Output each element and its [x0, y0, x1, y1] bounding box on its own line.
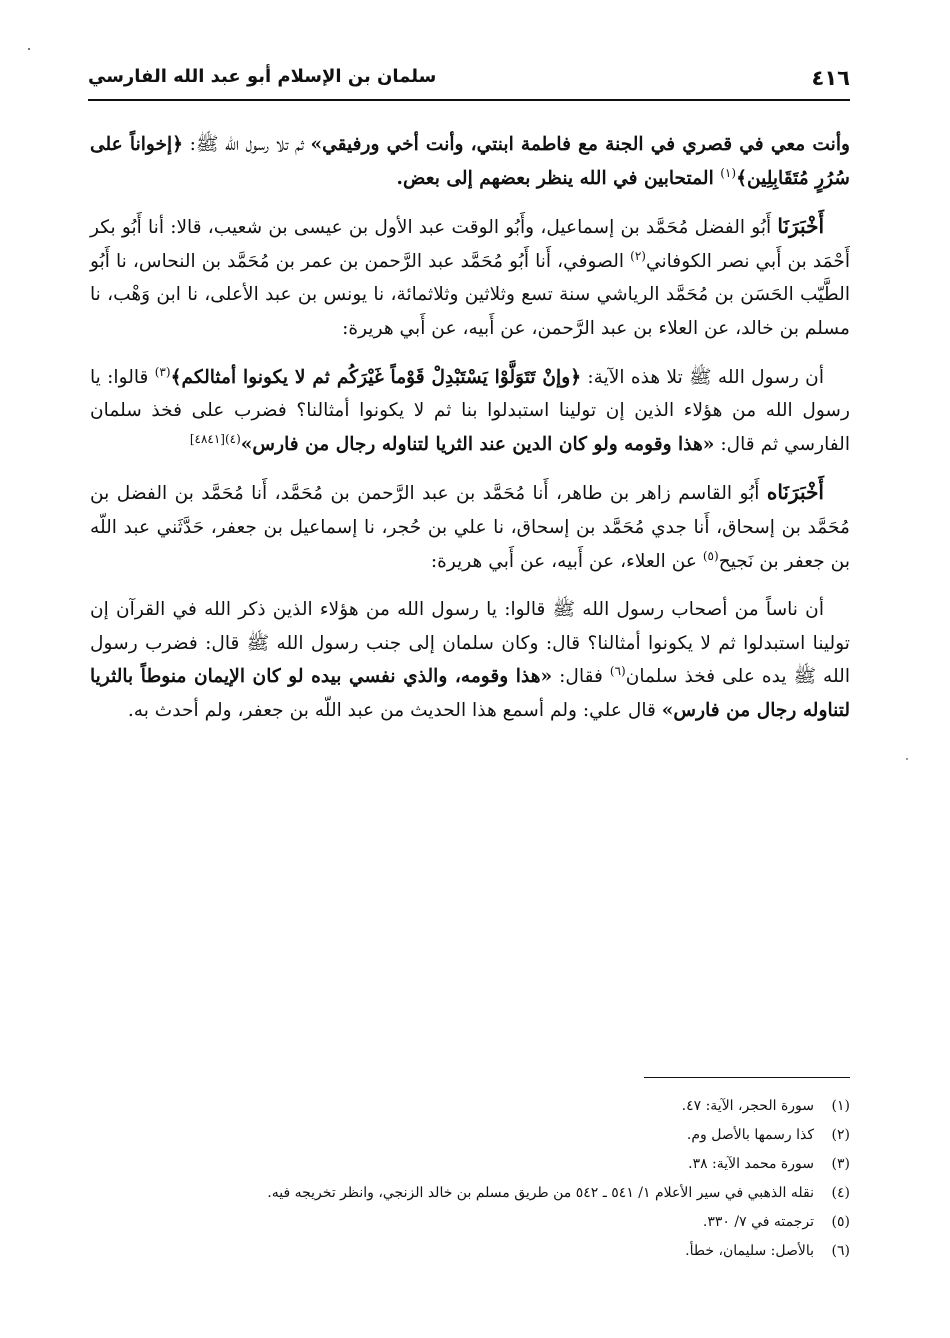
- footnote-item: [90, 1237, 850, 1266]
- paragraph: [90, 361, 850, 462]
- footnote-item: [90, 1092, 850, 1121]
- bold-text-run: ﴿إخواناً على سُرُرٍ مُتَقَابِلِين﴾: [90, 134, 850, 189]
- footnote-text: ترجمته في ٧/ ٣٣٠.: [702, 1214, 814, 1230]
- footnote-ref: (١): [720, 165, 737, 180]
- footnote-number: (٣): [831, 1156, 850, 1172]
- paragraph: [90, 593, 850, 727]
- text-run: ثم تلا رسول الله ﷺ:: [183, 134, 311, 155]
- footnote-item: [90, 1150, 850, 1179]
- footnote-number: (٢): [831, 1127, 850, 1143]
- footnote-ref: [٤٨٤١]: [189, 431, 225, 446]
- footnote-ref: (٢): [630, 248, 646, 263]
- footnote-item: [90, 1208, 850, 1237]
- bold-text-run: «هذا وقومه ولو كان الدين عند الثريا لتناوله رجال من فارس»: [240, 433, 715, 455]
- footnotes: [90, 1092, 850, 1266]
- paragraph: [90, 210, 850, 345]
- footnote-ref: (٤): [224, 431, 241, 446]
- isnad-lead-word: أَخْبَرَنَاه: [766, 480, 824, 505]
- paragraph: [90, 476, 850, 578]
- bold-text-run: المتحابين في الله ينظر بعضهم إلى بعض.: [396, 167, 721, 189]
- scan-speck: [906, 758, 908, 760]
- header-rule: [88, 99, 850, 101]
- page-header: [88, 64, 850, 98]
- footnote-separator: [644, 1077, 850, 1078]
- footnote-text: نقله الذهبي في سير الأعلام ١/ ٥٤١ ـ ٥٤٢ من طريق مسلم بن خالد الزنجي، وانظر تخريجه فيه.: [267, 1185, 814, 1201]
- footnote-number: (١): [831, 1098, 850, 1114]
- footnote-text: سورة الحجر، الآية: ٤٧.: [681, 1098, 814, 1114]
- footnote-ref: (٥): [702, 548, 719, 563]
- main-text: [90, 128, 850, 743]
- text-run: أَبُو الفضل مُحَمَّد بن إسماعيل، وأَبُو الوقت عبد الأول بن عيسى بن شعيب، قالا: أنا أَبُو بكر أَحْمَد بن أَبي نصر الكوفاني: [90, 217, 850, 272]
- footnote-text: سورة محمد الآية: ٣٨.: [688, 1156, 814, 1172]
- text-run: أَبُو القاسم زاهر بن طاهر، أَنا مُحَمَّد بن عبد الرَّحمن بن مُحَمَّد، أَنا مُحَمَّد بن الفضل بن مُحَمَّد بن إسحاق، أَنا جدي مُحَمَّد بن إسحاق، نا علي بن حُجر، نا إسماعيل بن جعفر، حَدَّثَني عبد اللّه بن جعفر بن نَجيح: [90, 483, 850, 572]
- bold-text-run: وأنت معي في قصري في الجنة مع فاطمة ابنتي، وأنت أخي ورفيقي»: [310, 134, 850, 155]
- footnote-item: [90, 1121, 850, 1150]
- bold-text-run: «هذا وقومه، والذي نفسي بيده لو كان الإيمان منوطاً بالثريا لتناوله رجال من فارس»: [90, 666, 850, 721]
- footnote-number: (٥): [831, 1214, 850, 1230]
- text-run: فقال:: [552, 666, 610, 688]
- text-run: أن رسول الله ﷺ تلا هذه الآية:: [581, 366, 824, 388]
- text-run: قال علي: ولم أسمع هذا الحديث من عبد اللّه بن جعفر، ولم أحدث به.: [127, 699, 662, 721]
- running-title: سلمان بن الإسلام أبو عبد الله الفارسي: [88, 66, 437, 87]
- footnote-number: (٤): [831, 1185, 850, 1201]
- text-run: أن ناساً من أصحاب رسول الله ﷺ قالوا: يا رسول الله من هؤلاء الذين ذكر الله في القرآن إن تولينا استبدلوا ثم لا يكونوا أمثالنا؟ قال: وكان سلمان إلى جنب رسول الله ﷺ قال: فضرب رسول الله ﷺ يده على فخذ سلمان: [90, 599, 851, 688]
- footnote-number: (٦): [831, 1243, 850, 1259]
- footnote-ref: (٣): [154, 364, 171, 379]
- text-run: قالوا: يا رسول الله من هؤلاء الذين إن تولينا استبدلوا بنا ثم لا يكونوا أمثالنا؟ فضرب على فخذ سلمان الفارسي ثم قال:: [90, 366, 850, 455]
- bold-text-run: ﴿وإنْ تَتَوَلَّوْا يَسْتَبْدِلْ قَوْماً غَيْرَكُم ثم لا يكونوا أمثالكم﴾: [170, 366, 582, 388]
- text-run: الصوفي، أَنا أَبُو مُحَمَّد عبد الرَّحمن بن عمر بن مُحَمَّد بن النحاس، نا أَبُو الطَّيّب الحَسَن بن مُحَمَّد الرياشي سنة تسع وثلاثين وثلاثمائة، نا يونس بن عبد الأعلى، نا ابن وَهْب، نا مسلم بن خالد، عن العلاء بن عبد الرَّحمن، عن أَبيه، عن أَبي هريرة:: [90, 250, 850, 339]
- scan-speck: [28, 48, 30, 50]
- footnote-text: كذا رسمها بالأصل وم.: [686, 1127, 814, 1143]
- text-run: عن العلاء، عن أَبيه، عن أَبي هريرة:: [430, 550, 703, 572]
- footnote-ref: (٦): [609, 664, 626, 679]
- paragraph: [90, 128, 850, 195]
- page-number: ٤١٦: [811, 66, 850, 90]
- footnote-item: [90, 1179, 850, 1208]
- isnad-lead-word: أَخْبَرَنَا: [777, 214, 824, 239]
- footnote-text: بالأصل: سليمان، خطأ.: [685, 1243, 814, 1259]
